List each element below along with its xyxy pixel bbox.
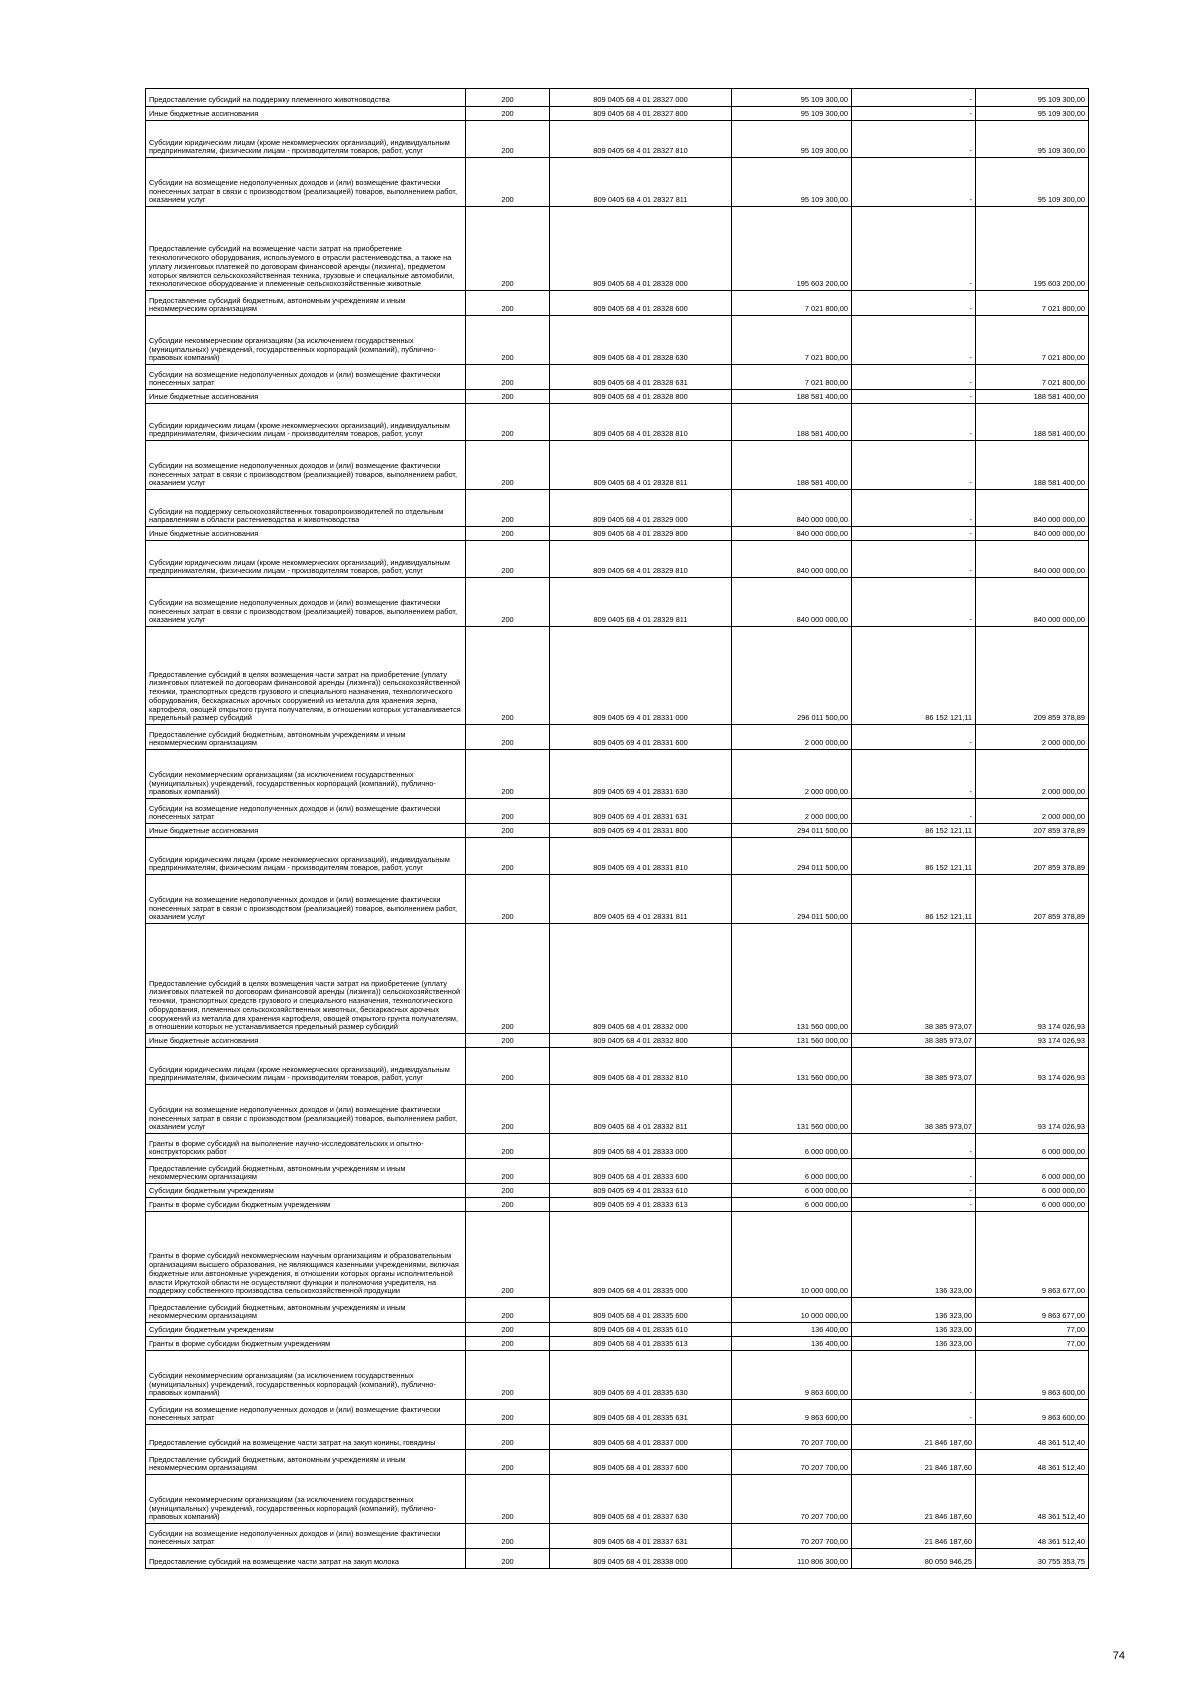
row-approved-amount: 70 207 700,00 — [732, 1524, 852, 1549]
row-executed-amount: 136 323,00 — [852, 1323, 976, 1337]
row-line-code: 200 — [466, 1400, 550, 1425]
table-row — [146, 1524, 1089, 1549]
row-line-code: 200 — [466, 750, 550, 799]
row-description: Предоставление субсидий бюджетным, автономным учреждениям и иным некоммерческим организациям — [146, 291, 466, 316]
table-row — [146, 89, 1089, 107]
row-line-code: 200 — [466, 1351, 550, 1400]
row-description: Субсидии на возмещение недополученных доходов и (или) возмещение фактически понесенных затрат в связи с производством (реализацией) товаров, выполнением работ, оказанием услуг — [146, 441, 466, 490]
row-remaining-amount: 2 000 000,00 — [976, 799, 1089, 824]
table-row — [146, 390, 1089, 404]
row-description: Иные бюджетные ассигнования — [146, 390, 466, 404]
row-remaining-amount: 48 361 512,40 — [976, 1450, 1089, 1475]
row-line-code: 200 — [466, 1048, 550, 1085]
row-description: Субсидии некоммерческим организациям (за исключением государственных (муниципальных) учреждений, государственных корпораций (компаний), публично-правовых компаний) — [146, 316, 466, 365]
row-remaining-amount: 9 863 600,00 — [976, 1351, 1089, 1400]
row-remaining-amount: 840 000 000,00 — [976, 490, 1089, 527]
row-classification-code: 809 0405 68 4 01 28332 000 — [550, 924, 732, 1034]
table-row — [146, 1450, 1089, 1475]
table-row — [146, 1549, 1089, 1569]
row-remaining-amount: 207 859 378,89 — [976, 875, 1089, 924]
row-description: Субсидии юридическим лицам (кроме некоммерческих организаций), индивидуальным предпринимателям, физическим лицам - производителям товаров, работ, услуг — [146, 838, 466, 875]
row-classification-code: 809 0405 68 4 01 28327 800 — [550, 107, 732, 121]
row-line-code: 200 — [466, 121, 550, 158]
row-description: Субсидии юридическим лицам (кроме некоммерческих организаций), индивидуальным предпринимателям, физическим лицам - производителям товаров, работ, услуг — [146, 404, 466, 441]
row-description: Гранты в форме субсидии бюджетным учреждениям — [146, 1198, 466, 1212]
row-remaining-amount: 93 174 026,93 — [976, 1085, 1089, 1134]
row-approved-amount: 131 560 000,00 — [732, 924, 852, 1034]
row-executed-amount: - — [852, 799, 976, 824]
row-approved-amount: 7 021 800,00 — [732, 316, 852, 365]
row-line-code: 200 — [466, 158, 550, 207]
table-row — [146, 1034, 1089, 1048]
row-line-code: 200 — [466, 1450, 550, 1475]
row-executed-amount: 21 846 187,60 — [852, 1475, 976, 1524]
row-classification-code: 809 0405 68 4 01 28335 000 — [550, 1212, 732, 1298]
row-remaining-amount: 6 000 000,00 — [976, 1184, 1089, 1198]
row-line-code: 200 — [466, 1524, 550, 1549]
row-description: Субсидии некоммерческим организациям (за исключением государственных (муниципальных) учреждений, государственных корпораций (компаний), публично-правовых компаний) — [146, 1475, 466, 1524]
row-line-code: 200 — [466, 1298, 550, 1323]
table-row — [146, 1184, 1089, 1198]
row-line-code: 200 — [466, 1212, 550, 1298]
row-approved-amount: 840 000 000,00 — [732, 541, 852, 578]
row-remaining-amount: 209 859 378,89 — [976, 627, 1089, 725]
row-classification-code: 809 0405 68 4 01 28335 631 — [550, 1400, 732, 1425]
row-approved-amount: 95 109 300,00 — [732, 107, 852, 121]
row-executed-amount: 21 846 187,60 — [852, 1425, 976, 1450]
row-description: Субсидии бюджетным учреждениям — [146, 1323, 466, 1337]
table-row — [146, 1337, 1089, 1351]
row-approved-amount: 10 000 000,00 — [732, 1298, 852, 1323]
row-approved-amount: 70 207 700,00 — [732, 1450, 852, 1475]
table-row — [146, 578, 1089, 627]
row-remaining-amount: 9 863 677,00 — [976, 1298, 1089, 1323]
row-classification-code: 809 0405 68 4 01 28335 600 — [550, 1298, 732, 1323]
row-executed-amount: 86 152 121,11 — [852, 824, 976, 838]
table-row — [146, 875, 1089, 924]
row-executed-amount: - — [852, 1184, 976, 1198]
row-executed-amount: - — [852, 291, 976, 316]
row-classification-code: 809 0405 68 4 01 28329 000 — [550, 490, 732, 527]
table-row — [146, 1323, 1089, 1337]
row-classification-code: 809 0405 69 4 01 28331 630 — [550, 750, 732, 799]
row-remaining-amount: 207 859 378,89 — [976, 838, 1089, 875]
table-row — [146, 527, 1089, 541]
row-executed-amount: - — [852, 316, 976, 365]
row-remaining-amount: 77,00 — [976, 1337, 1089, 1351]
row-line-code: 200 — [466, 1475, 550, 1524]
row-description: Предоставление субсидий в целях возмещения части затрат на приобретение (уплату лизинговых платежей по договорам финансовой аренды (лизинга)) сельскохозяйственной техники, транспортных средств грузового и специального назначения, технологического оборудования, бескаркасных арочных сооружений из металла для хранения зерна, картофеля, овощей открытого грунта получателям, в отношении которых устанавливается предельный размер субсидий — [146, 627, 466, 725]
row-executed-amount: 136 323,00 — [852, 1337, 976, 1351]
row-remaining-amount: 6 000 000,00 — [976, 1134, 1089, 1159]
row-approved-amount: 7 021 800,00 — [732, 365, 852, 390]
row-classification-code: 809 0405 68 4 01 28338 000 — [550, 1549, 732, 1569]
row-classification-code: 809 0405 69 4 01 28333 613 — [550, 1198, 732, 1212]
row-description: Субсидии на возмещение недополученных доходов и (или) возмещение фактически понесенных затрат в связи с производством (реализацией) товаров, выполнением работ, оказанием услуг — [146, 578, 466, 627]
row-description: Субсидии бюджетным учреждениям — [146, 1184, 466, 1198]
row-executed-amount: - — [852, 404, 976, 441]
row-approved-amount: 2 000 000,00 — [732, 725, 852, 750]
row-approved-amount: 188 581 400,00 — [732, 390, 852, 404]
row-classification-code: 809 0405 68 4 01 28328 811 — [550, 441, 732, 490]
row-executed-amount: 80 050 946,25 — [852, 1549, 976, 1569]
row-remaining-amount: 30 755 353,75 — [976, 1549, 1089, 1569]
row-classification-code: 809 0405 68 4 01 28332 800 — [550, 1034, 732, 1048]
row-line-code: 200 — [466, 1198, 550, 1212]
row-remaining-amount: 95 109 300,00 — [976, 158, 1089, 207]
row-description: Субсидии на возмещение недополученных доходов и (или) возмещение фактически понесенных затрат — [146, 799, 466, 824]
row-remaining-amount: 840 000 000,00 — [976, 541, 1089, 578]
row-classification-code: 809 0405 69 4 01 28331 810 — [550, 838, 732, 875]
row-description: Предоставление субсидий на возмещение части затрат на закуп конины, говядины — [146, 1425, 466, 1450]
row-approved-amount: 9 863 600,00 — [732, 1400, 852, 1425]
table-row — [146, 158, 1089, 207]
row-classification-code: 809 0405 69 4 01 28331 631 — [550, 799, 732, 824]
row-classification-code: 809 0405 69 4 01 28331 811 — [550, 875, 732, 924]
row-remaining-amount: 93 174 026,93 — [976, 1048, 1089, 1085]
row-executed-amount: - — [852, 1134, 976, 1159]
table-row — [146, 541, 1089, 578]
row-description: Предоставление субсидий на поддержку племенного животноводства — [146, 89, 466, 107]
row-remaining-amount: 195 603 200,00 — [976, 207, 1089, 291]
table-row — [146, 441, 1089, 490]
row-line-code: 200 — [466, 1085, 550, 1134]
row-executed-amount: - — [852, 1198, 976, 1212]
table-row — [146, 365, 1089, 390]
row-executed-amount: - — [852, 207, 976, 291]
row-remaining-amount: 6 000 000,00 — [976, 1198, 1089, 1212]
row-description: Субсидии на поддержку сельскохозяйственных товаропроизводителей по отдельным направлениям в области растениеводства и животноводства — [146, 490, 466, 527]
row-approved-amount: 95 109 300,00 — [732, 121, 852, 158]
row-remaining-amount: 48 361 512,40 — [976, 1524, 1089, 1549]
row-approved-amount: 6 000 000,00 — [732, 1198, 852, 1212]
row-description: Субсидии на возмещение недополученных доходов и (или) возмещение фактически понесенных затрат в связи с производством (реализацией) товаров, выполнением работ, оказанием услуг — [146, 875, 466, 924]
row-description: Субсидии некоммерческим организациям (за исключением государственных (муниципальных) учреждений, государственных корпораций (компаний), публично-правовых компаний) — [146, 750, 466, 799]
table-row — [146, 1134, 1089, 1159]
row-executed-amount: - — [852, 121, 976, 158]
row-classification-code: 809 0405 69 4 01 28331 000 — [550, 627, 732, 725]
row-executed-amount: - — [852, 390, 976, 404]
row-description: Субсидии юридическим лицам (кроме некоммерческих организаций), индивидуальным предпринимателям, физическим лицам - производителям товаров, работ, услуг — [146, 121, 466, 158]
row-description: Иные бюджетные ассигнования — [146, 107, 466, 121]
row-line-code: 200 — [466, 799, 550, 824]
row-description: Предоставление субсидий в целях возмещения части затрат на приобретение (уплату лизинговых платежей по договорам финансовой аренды (лизинга)) сельскохозяйственной техники, транспортных средств грузового и специального назначения, технологического оборудования, племенных сельскохозяйственных животных, бескаркасных арочных сооружений из металла для хранения картофеля, овощей открытого грунта получателям, в отношении которых не устанавливается предельный размер субсидий — [146, 924, 466, 1034]
row-classification-code: 809 0405 68 4 01 28329 811 — [550, 578, 732, 627]
row-line-code: 200 — [466, 107, 550, 121]
row-executed-amount: 86 152 121,11 — [852, 627, 976, 725]
row-classification-code: 809 0405 68 4 01 28332 810 — [550, 1048, 732, 1085]
row-classification-code: 809 0405 69 4 01 28331 800 — [550, 824, 732, 838]
row-classification-code: 809 0405 68 4 01 28328 631 — [550, 365, 732, 390]
row-remaining-amount: 93 174 026,93 — [976, 924, 1089, 1034]
row-classification-code: 809 0405 68 4 01 28337 631 — [550, 1524, 732, 1549]
row-line-code: 200 — [466, 1323, 550, 1337]
row-approved-amount: 6 000 000,00 — [732, 1159, 852, 1184]
table-row — [146, 291, 1089, 316]
row-executed-amount: 38 385 973,07 — [852, 1085, 976, 1134]
row-line-code: 200 — [466, 1184, 550, 1198]
row-executed-amount: - — [852, 158, 976, 207]
row-approved-amount: 2 000 000,00 — [732, 799, 852, 824]
row-line-code: 200 — [466, 207, 550, 291]
row-executed-amount: - — [852, 1351, 976, 1400]
table-row — [146, 627, 1089, 725]
row-executed-amount: 86 152 121,11 — [852, 838, 976, 875]
row-classification-code: 809 0405 68 4 01 28327 810 — [550, 121, 732, 158]
row-line-code: 200 — [466, 404, 550, 441]
row-executed-amount: - — [852, 578, 976, 627]
row-classification-code: 809 0405 68 4 01 28328 810 — [550, 404, 732, 441]
row-remaining-amount: 9 863 677,00 — [976, 1212, 1089, 1298]
row-description: Субсидии на возмещение недополученных доходов и (или) возмещение фактически понесенных затрат в связи с производством (реализацией) товаров, выполнением работ, оказанием услуг — [146, 158, 466, 207]
row-approved-amount: 840 000 000,00 — [732, 490, 852, 527]
row-line-code: 200 — [466, 316, 550, 365]
row-remaining-amount: 48 361 512,40 — [976, 1425, 1089, 1450]
row-remaining-amount: 207 859 378,89 — [976, 824, 1089, 838]
row-executed-amount: 38 385 973,07 — [852, 924, 976, 1034]
row-description: Субсидии некоммерческим организациям (за исключением государственных (муниципальных) учреждений, государственных корпораций (компаний), публично-правовых компаний) — [146, 1351, 466, 1400]
row-approved-amount: 294 011 500,00 — [732, 838, 852, 875]
row-description: Предоставление субсидий бюджетным, автономным учреждениям и иным некоммерческим организациям — [146, 1450, 466, 1475]
row-approved-amount: 9 863 600,00 — [732, 1351, 852, 1400]
row-classification-code: 809 0405 68 4 01 28337 600 — [550, 1450, 732, 1475]
row-executed-amount: 136 323,00 — [852, 1212, 976, 1298]
table-row — [146, 725, 1089, 750]
row-description: Предоставление субсидий на возмещение части затрат на закуп молока — [146, 1549, 466, 1569]
row-line-code: 200 — [466, 89, 550, 107]
row-remaining-amount: 48 361 512,40 — [976, 1475, 1089, 1524]
table-row — [146, 107, 1089, 121]
row-description: Гранты в форме субсидий на выполнение научно-исследовательских и опытно-конструкторских работ — [146, 1134, 466, 1159]
row-approved-amount: 296 011 500,00 — [732, 627, 852, 725]
row-remaining-amount: 95 109 300,00 — [976, 121, 1089, 158]
row-classification-code: 809 0405 68 4 01 28337 000 — [550, 1425, 732, 1450]
row-classification-code: 809 0405 68 4 01 28328 630 — [550, 316, 732, 365]
table-row — [146, 1298, 1089, 1323]
row-executed-amount: - — [852, 1159, 976, 1184]
table-row — [146, 1400, 1089, 1425]
table-row — [146, 1212, 1089, 1298]
row-remaining-amount: 7 021 800,00 — [976, 365, 1089, 390]
table-row — [146, 799, 1089, 824]
row-line-code: 200 — [466, 1159, 550, 1184]
row-classification-code: 809 0405 69 4 01 28333 610 — [550, 1184, 732, 1198]
row-executed-amount: 38 385 973,07 — [852, 1048, 976, 1085]
row-approved-amount: 131 560 000,00 — [732, 1085, 852, 1134]
row-classification-code: 809 0405 68 4 01 28335 610 — [550, 1323, 732, 1337]
row-line-code: 200 — [466, 441, 550, 490]
row-remaining-amount: 7 021 800,00 — [976, 316, 1089, 365]
row-description: Субсидии на возмещение недополученных доходов и (или) возмещение фактически понесенных затрат — [146, 1400, 466, 1425]
row-line-code: 200 — [466, 924, 550, 1034]
row-executed-amount: - — [852, 527, 976, 541]
table-row — [146, 1048, 1089, 1085]
row-approved-amount: 95 109 300,00 — [732, 158, 852, 207]
row-approved-amount: 840 000 000,00 — [732, 578, 852, 627]
row-description: Предоставление субсидий бюджетным, автономным учреждениям и иным некоммерческим организациям — [146, 725, 466, 750]
row-classification-code: 809 0405 68 4 01 28337 630 — [550, 1475, 732, 1524]
row-executed-amount: 38 385 973,07 — [852, 1034, 976, 1048]
row-description: Субсидии на возмещение недополученных доходов и (или) возмещение фактически понесенных затрат — [146, 1524, 466, 1549]
table-row — [146, 1159, 1089, 1184]
row-approved-amount: 110 806 300,00 — [732, 1549, 852, 1569]
row-executed-amount: - — [852, 89, 976, 107]
row-classification-code: 809 0405 68 4 01 28335 613 — [550, 1337, 732, 1351]
row-line-code: 200 — [466, 1337, 550, 1351]
row-description: Субсидии на возмещение недополученных доходов и (или) возмещение фактически понесенных затрат — [146, 365, 466, 390]
row-executed-amount: - — [852, 107, 976, 121]
row-approved-amount: 188 581 400,00 — [732, 441, 852, 490]
row-approved-amount: 840 000 000,00 — [732, 527, 852, 541]
row-line-code: 200 — [466, 390, 550, 404]
table-row — [146, 1198, 1089, 1212]
row-classification-code: 809 0405 68 4 01 28329 800 — [550, 527, 732, 541]
row-approved-amount: 131 560 000,00 — [732, 1034, 852, 1048]
row-executed-amount: 86 152 121,11 — [852, 875, 976, 924]
row-remaining-amount: 95 109 300,00 — [976, 89, 1089, 107]
row-classification-code: 809 0405 69 4 01 28331 600 — [550, 725, 732, 750]
row-line-code: 200 — [466, 725, 550, 750]
table-row — [146, 121, 1089, 158]
row-description: Иные бюджетные ассигнования — [146, 1034, 466, 1048]
row-classification-code: 809 0405 68 4 01 28328 800 — [550, 390, 732, 404]
row-approved-amount: 136 400,00 — [732, 1337, 852, 1351]
row-description: Гранты в форме субсидии бюджетным учреждениям — [146, 1337, 466, 1351]
table-row — [146, 924, 1089, 1034]
row-remaining-amount: 840 000 000,00 — [976, 527, 1089, 541]
table-row — [146, 824, 1089, 838]
table-row — [146, 838, 1089, 875]
row-executed-amount: - — [852, 1400, 976, 1425]
row-line-code: 200 — [466, 578, 550, 627]
row-approved-amount: 10 000 000,00 — [732, 1212, 852, 1298]
row-approved-amount: 6 000 000,00 — [732, 1184, 852, 1198]
row-approved-amount: 188 581 400,00 — [732, 404, 852, 441]
row-classification-code: 809 0405 68 4 01 28328 600 — [550, 291, 732, 316]
row-executed-amount: - — [852, 725, 976, 750]
row-remaining-amount: 93 174 026,93 — [976, 1034, 1089, 1048]
row-classification-code: 809 0405 68 4 01 28332 811 — [550, 1085, 732, 1134]
row-approved-amount: 294 011 500,00 — [732, 824, 852, 838]
row-remaining-amount: 2 000 000,00 — [976, 750, 1089, 799]
row-description: Иные бюджетные ассигнования — [146, 824, 466, 838]
table-row — [146, 316, 1089, 365]
row-description: Субсидии юридическим лицам (кроме некоммерческих организаций), индивидуальным предпринимателям, физическим лицам - производителям товаров, работ, услуг — [146, 1048, 466, 1085]
table-row — [146, 404, 1089, 441]
row-executed-amount: - — [852, 750, 976, 799]
row-line-code: 200 — [466, 627, 550, 725]
row-description: Гранты в форме субсидий некоммерческим научным организациям и образовательным организациям высшего образования, не являющимся казенными учреждениями, включая бюджетные или автономные учреждения, в отношении которых органы исполнительной власти Иркутской области не осуществляют функции и полномочия учредителя, на поддержку собственного производства сельскохозяйственной продукции — [146, 1212, 466, 1298]
table-row — [146, 1475, 1089, 1524]
row-approved-amount: 70 207 700,00 — [732, 1425, 852, 1450]
row-remaining-amount: 2 000 000,00 — [976, 725, 1089, 750]
row-executed-amount: 21 846 187,60 — [852, 1450, 976, 1475]
row-executed-amount: 21 846 187,60 — [852, 1524, 976, 1549]
row-description: Субсидии на возмещение недополученных доходов и (или) возмещение фактически понесенных затрат в связи с производством (реализацией) товаров, выполнением работ, оказанием услуг — [146, 1085, 466, 1134]
row-line-code: 200 — [466, 291, 550, 316]
row-remaining-amount: 188 581 400,00 — [976, 390, 1089, 404]
row-description: Предоставление субсидий бюджетным, автономным учреждениям и иным некоммерческим организациям — [146, 1159, 466, 1184]
row-remaining-amount: 77,00 — [976, 1323, 1089, 1337]
row-line-code: 200 — [466, 1425, 550, 1450]
row-line-code: 200 — [466, 365, 550, 390]
row-line-code: 200 — [466, 490, 550, 527]
row-executed-amount: 136 323,00 — [852, 1298, 976, 1323]
row-remaining-amount: 95 109 300,00 — [976, 107, 1089, 121]
row-line-code: 200 — [466, 527, 550, 541]
row-approved-amount: 7 021 800,00 — [732, 291, 852, 316]
row-approved-amount: 2 000 000,00 — [732, 750, 852, 799]
row-description: Предоставление субсидий бюджетным, автономным учреждениям и иным некоммерческим организациям — [146, 1298, 466, 1323]
row-classification-code: 809 0405 68 4 01 28327 000 — [550, 89, 732, 107]
table-row — [146, 1351, 1089, 1400]
row-approved-amount: 131 560 000,00 — [732, 1048, 852, 1085]
row-classification-code: 809 0405 69 4 01 28335 630 — [550, 1351, 732, 1400]
row-remaining-amount: 7 021 800,00 — [976, 291, 1089, 316]
row-line-code: 200 — [466, 1034, 550, 1048]
table-row — [146, 1425, 1089, 1450]
budget-table-body — [146, 89, 1089, 1569]
row-line-code: 200 — [466, 838, 550, 875]
table-row — [146, 207, 1089, 291]
row-line-code: 200 — [466, 875, 550, 924]
row-line-code: 200 — [466, 1549, 550, 1569]
row-approved-amount: 136 400,00 — [732, 1323, 852, 1337]
row-remaining-amount: 188 581 400,00 — [976, 404, 1089, 441]
row-classification-code: 809 0405 68 4 01 28329 810 — [550, 541, 732, 578]
row-remaining-amount: 840 000 000,00 — [976, 578, 1089, 627]
row-classification-code: 809 0405 68 4 01 28333 600 — [550, 1159, 732, 1184]
row-approved-amount: 95 109 300,00 — [732, 89, 852, 107]
budget-table — [145, 88, 1089, 1569]
row-remaining-amount: 6 000 000,00 — [976, 1159, 1089, 1184]
row-approved-amount: 70 207 700,00 — [732, 1475, 852, 1524]
table-row — [146, 750, 1089, 799]
row-description: Предоставление субсидий на возмещение части затрат на приобретение технологического оборудования, используемого в отрасли растениеводства, а также на уплату лизинговых платежей по договорам финансовой аренды (лизинга), предметом которых являются сельскохозяйственная техника, грузовые и специальные автомобили, технологическое оборудование и племенные сельскохозяйственные животные — [146, 207, 466, 291]
row-remaining-amount: 9 863 600,00 — [976, 1400, 1089, 1425]
row-executed-amount: - — [852, 490, 976, 527]
row-description: Иные бюджетные ассигнования — [146, 527, 466, 541]
row-line-code: 200 — [466, 1134, 550, 1159]
row-description: Субсидии юридическим лицам (кроме некоммерческих организаций), индивидуальным предпринимателям, физическим лицам - производителям товаров, работ, услуг — [146, 541, 466, 578]
table-row — [146, 490, 1089, 527]
row-executed-amount: - — [852, 441, 976, 490]
row-line-code: 200 — [466, 824, 550, 838]
row-classification-code: 809 0405 68 4 01 28328 000 — [550, 207, 732, 291]
page-number: 74 — [1112, 1650, 1125, 1662]
row-classification-code: 809 0405 68 4 01 28327 811 — [550, 158, 732, 207]
row-remaining-amount: 188 581 400,00 — [976, 441, 1089, 490]
row-executed-amount: - — [852, 365, 976, 390]
row-approved-amount: 6 000 000,00 — [732, 1134, 852, 1159]
row-line-code: 200 — [466, 541, 550, 578]
row-executed-amount: - — [852, 541, 976, 578]
row-approved-amount: 294 011 500,00 — [732, 875, 852, 924]
row-classification-code: 809 0405 68 4 01 28333 000 — [550, 1134, 732, 1159]
table-row — [146, 1085, 1089, 1134]
row-approved-amount: 195 603 200,00 — [732, 207, 852, 291]
